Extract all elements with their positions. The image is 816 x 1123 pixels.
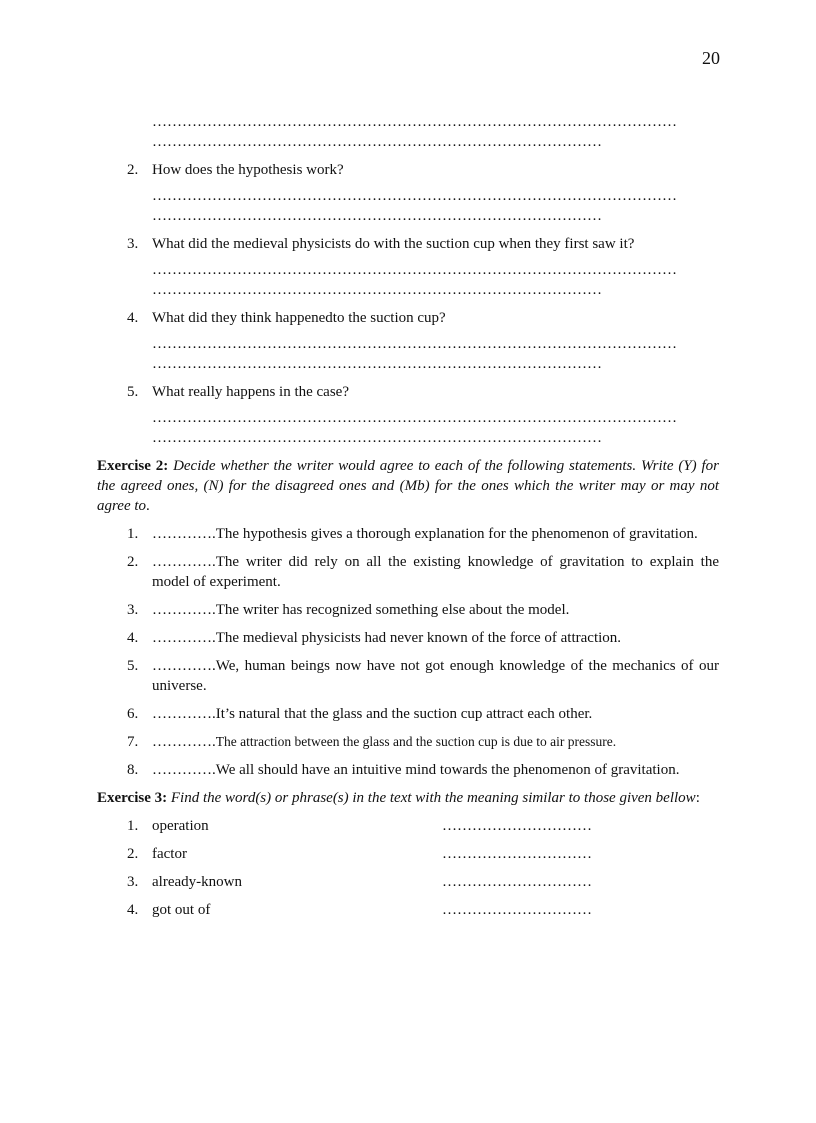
answer-lines-q1 [97,112,719,152]
statement-number: 7. [127,734,139,750]
answer-blank[interactable]: …………. [152,602,216,618]
statement-text: We all should have an intuitive mind towards the phenomenon of gravitation. [215,762,680,778]
answer-blank[interactable]: ………………………… [442,902,592,918]
answer-blank[interactable]: …………. [152,734,216,750]
statement-number: 3. [127,602,139,618]
statement-text: The attraction between the glass and the suction cup is due to air pressure. [215,734,617,749]
question-number: 2. [127,162,139,178]
word-item-1 [127,816,719,836]
statement-number: 4. [127,630,139,646]
question-text: What did they think happenedto the suction cup? [152,310,446,326]
answer-line[interactable]: ……………………………………………………………………………… [152,208,602,224]
statement-6 [127,704,719,724]
statement-text: The hypothesis gives a thorough explanation for the phenomenon of gravitation. [215,526,698,542]
word-number: 3. [127,874,139,890]
answer-blank[interactable]: …………. [152,554,216,570]
exercise-instruction: Find the word(s) or phrase(s) in the text with the meaning similar to those given bellow [170,790,696,806]
answer-blank[interactable]: ………………………… [442,846,592,862]
statement-number: 6. [127,706,139,722]
statement-8 [127,760,719,780]
exercise-label: Exercise 3: [97,790,168,806]
statement-number: 5. [127,658,139,674]
statement-number: 8. [127,762,139,778]
statement-7 [127,732,719,752]
word-number: 4. [127,902,139,918]
statement-number: 1. [127,526,139,542]
statement-5 [127,656,719,696]
statement-text: It’s natural that the glass and the suction cup attract each other. [215,706,593,722]
answer-line[interactable]: ……………………………………………………………………………… [152,356,602,372]
answer-blank[interactable]: …………. [152,706,216,722]
answer-line[interactable]: …………………………………………………………………………………………… [152,114,677,130]
question-3 [97,234,719,300]
question-text: What really happens in the case? [152,384,349,400]
statement-text: The writer has recognized something else about the model. [215,602,570,618]
statement-text: We, human beings now have not got enough knowledge of the mechanics of our universe. [152,658,719,694]
statement-number: 2. [127,554,139,570]
answer-blank[interactable]: …………. [152,526,216,542]
exercise-label: Exercise 2: [97,458,169,474]
answer-line[interactable]: …………………………………………………………………………………………… [152,188,677,204]
word-item-3 [127,872,719,892]
word-text: factor [152,846,187,862]
answer-line[interactable]: …………………………………………………………………………………………… [152,336,677,352]
word-text: already-known [152,874,242,890]
word-text: got out of [152,902,211,918]
statement-2 [127,552,719,592]
statement-text: The medieval physicists had never known of the force of attraction. [215,630,622,646]
question-text: What did the medieval physicists do with the suction cup when they first saw it? [152,236,635,252]
word-number: 1. [127,818,139,834]
question-number: 3. [127,236,139,252]
answer-blank[interactable]: ………………………… [442,818,592,834]
exercise-3-heading [97,788,719,808]
answer-blank[interactable]: …………. [152,762,216,778]
answer-blank[interactable]: …………. [152,630,216,646]
question-5 [97,382,719,448]
word-text: operation [152,818,209,834]
word-item-2 [127,844,719,864]
question-4 [97,308,719,374]
word-number: 2. [127,846,139,862]
punctuation: . [146,498,150,514]
question-text: How does the hypothesis work? [152,162,344,178]
statement-3 [127,600,719,620]
statement-4 [127,628,719,648]
page-number: 20 [702,48,720,68]
page-content [97,112,719,920]
answer-blank[interactable]: …………. [152,658,216,674]
exercise-instruction: Decide whether the writer would agree to each of the following statements. Write (Y) for the agreed ones, (N) for the disagreed ones and (Mb) for the ones which the writer may or may not agree to [97,458,719,514]
question-number: 5. [127,384,139,400]
statement-text: The writer did rely on all the existing knowledge of gravitation to explain the model of experiment. [152,554,719,590]
answer-line[interactable]: ……………………………………………………………………………… [152,282,602,298]
answer-line[interactable]: ……………………………………………………………………………… [152,134,602,150]
punctuation: : [695,790,700,806]
answer-line[interactable]: ……………………………………………………………………………… [152,430,602,446]
statement-1 [127,524,719,544]
question-2 [97,160,719,226]
answer-line[interactable]: …………………………………………………………………………………………… [152,262,677,278]
word-item-4 [127,900,719,920]
answer-line[interactable]: …………………………………………………………………………………………… [152,410,677,426]
question-number: 4. [127,310,139,326]
answer-blank[interactable]: ………………………… [442,874,592,890]
exercise-2-heading [97,456,719,516]
